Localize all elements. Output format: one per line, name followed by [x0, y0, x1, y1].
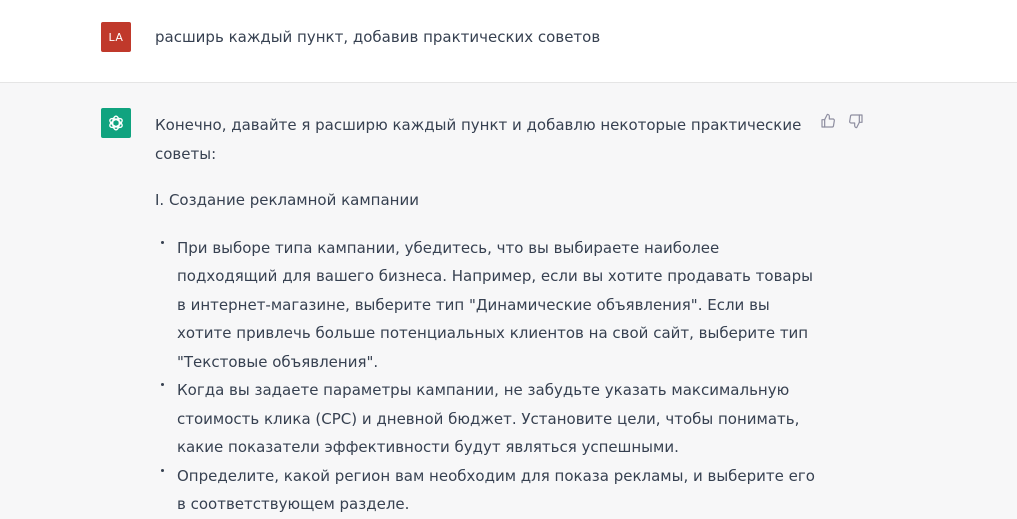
assistant-message-row — [0, 83, 1017, 513]
section-heading: I. Создание рекламной кампании — [155, 191, 419, 209]
bot-avatar — [101, 108, 131, 138]
bullet-list — [155, 234, 815, 519]
openai-logo-icon — [106, 113, 126, 133]
list-item: Определите, какой регион вам необходим для показа рекламы, и выберите его в соответствующем разделе. — [155, 462, 815, 519]
user-message-row — [0, 0, 1017, 83]
thumbs-up-button[interactable] — [820, 113, 836, 129]
thumbs-down-icon — [848, 113, 864, 129]
thumbs-down-button[interactable] — [848, 113, 864, 129]
assistant-intro: Конечно, давайте я расширю каждый пункт и добавлю некоторые практические советы: — [155, 116, 802, 163]
user-avatar: LA — [101, 22, 131, 52]
feedback-buttons — [820, 113, 864, 129]
assistant-message-content — [155, 111, 815, 519]
list-item: Когда вы задаете параметры кампании, не забудьте указать максимальную стоимость клика (CPC) и дневной бюджет. Установите цели, чтобы понимать, какие показатели эффективности будут являться успешными. — [155, 376, 815, 462]
user-message-text: расширь каждый пункт, добавив практических советов — [155, 28, 601, 46]
thumbs-up-icon — [820, 113, 836, 129]
list-item: При выборе типа кампании, убедитесь, что вы выбираете наиболее подходящий для вашего бизнеса. Например, если вы хотите продавать товары в интернет-магазине, выберите тип "Динамические объявления". Если вы хотите привлечь больше потенциальных клиентов на свой сайт, выберите тип "Текстовые объявления". — [155, 234, 815, 377]
